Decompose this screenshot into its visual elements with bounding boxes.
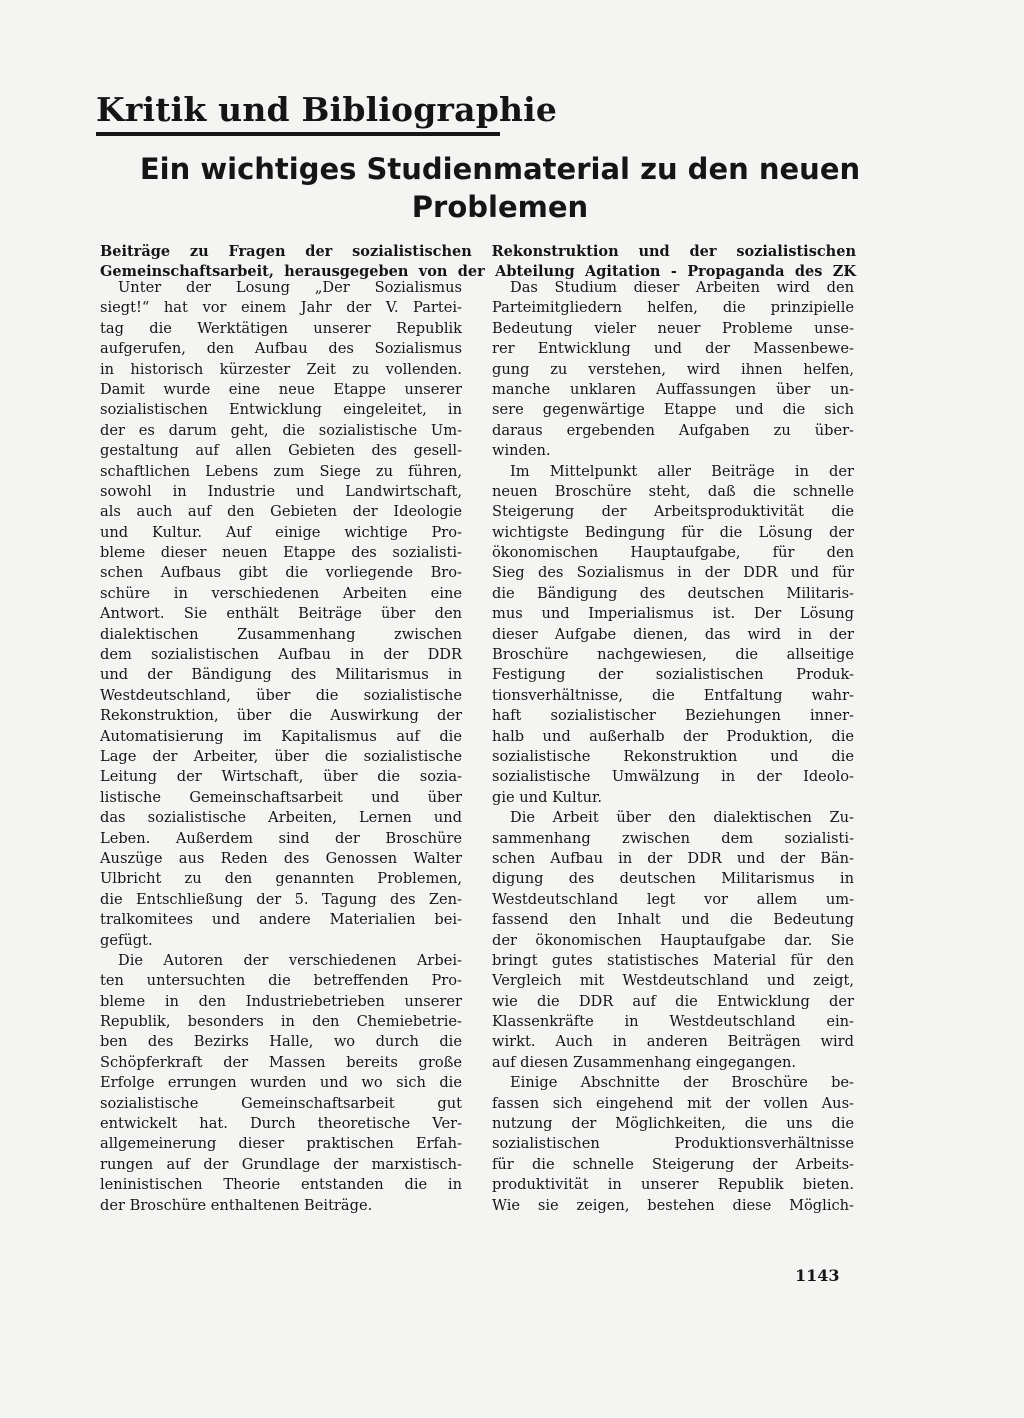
text-line: aufgerufen, den Aufbau des Sozialismus	[100, 340, 462, 358]
text-line: Unter der Losung „Der Sozialismus	[118, 279, 462, 296]
text-line: siegt!“ hat vor einem Jahr der V. Partei-	[100, 299, 462, 317]
text-line: rer Entwicklung und der Massenbewe-	[492, 340, 854, 358]
text-line: Automatisierung im Kapitalismus auf die	[100, 727, 462, 745]
text-line: tag die Werktätigen unserer Republik	[100, 319, 462, 337]
text-line: dieser Aufgabe dienen, das wird in der	[492, 625, 854, 643]
text-line: dem sozialistischen Aufbau in der DDR	[100, 646, 462, 664]
article-subtitle	[100, 240, 856, 281]
text-line: daraus ergebenden Aufgaben zu über-	[492, 421, 854, 439]
text-line: mus und Imperialismus ist. Der Lösung	[492, 605, 854, 623]
text-line: allgemeinerung dieser praktischen Erfah-	[100, 1135, 462, 1153]
text-line: gung zu verstehen, wird ihnen helfen,	[492, 360, 854, 378]
text-line: tionsverhältnisse, die Entfaltung wahr-	[492, 686, 854, 704]
text-line: ökonomischen Hauptaufgabe, für den	[492, 544, 854, 562]
text-line: der es darum geht, die sozialistische Um-	[100, 421, 462, 439]
text-line: Parteimitgliedern helfen, die prinzipielle	[492, 299, 854, 317]
text-line: Im Mittelpunkt aller Beiträge in der	[510, 462, 854, 480]
text-line: sammenhang zwischen dem sozialisti-	[492, 829, 854, 847]
text-line: die Entschließung der 5. Tagung des Zen-	[100, 890, 462, 908]
text-line: als auch auf den Gebieten der Ideologie	[100, 503, 462, 521]
text-line: sowohl in Industrie und Landwirtschaft,	[100, 482, 462, 500]
text-line: Antwort. Sie enthält Beiträge über den	[100, 605, 462, 623]
section-heading-underline	[96, 132, 500, 136]
text-line: schaftlichen Lebens zum Siege zu führen,	[100, 462, 462, 480]
text-line: Bedeutung vieler neuer Probleme unse-	[492, 319, 854, 337]
text-line: rungen auf der Grundlage der marxistisch-	[100, 1155, 462, 1173]
text-line: Damit wurde eine neue Etappe unserer	[100, 380, 462, 398]
text-line: sozialistische Rekonstruktion und die	[492, 747, 854, 765]
text-line: Leitung der Wirtschaft, über die sozia-	[100, 768, 462, 786]
text-line: halb und außerhalb der Produktion, die	[492, 727, 854, 745]
text-line: Festigung der sozialistischen Produk-	[492, 666, 854, 684]
text-line: sozialistischen Entwicklung eingeleitet, in	[100, 401, 462, 419]
text-line: haft sozialistischer Beziehungen inner-	[492, 707, 854, 725]
text-line: Lage der Arbeiter, über die sozialistische	[100, 747, 462, 765]
text-line: Auszüge aus Reden des Genossen Walter	[100, 849, 462, 867]
text-line: die Bändigung des deutschen Militaris-	[492, 584, 854, 602]
text-line: ten untersuchten die betreffenden Pro-	[100, 972, 462, 990]
text-line: nutzung der Möglichkeiten, die uns die	[492, 1115, 854, 1133]
text-line: tralkomitees und andere Materialien bei-	[100, 911, 462, 929]
text-line: Sieg des Sozialismus in der DDR und für	[492, 564, 854, 582]
text-line: entwickelt hat. Durch theoretische Ver-	[100, 1115, 462, 1133]
text-line: bleme in den Industriebetrieben unserer	[100, 992, 462, 1010]
article-title: Ein wichtiges Studienmaterial zu den neuen Problemen	[139, 152, 861, 224]
right-text-column	[492, 278, 854, 1216]
text-line: Ulbricht zu den genannten Problemen,	[100, 870, 462, 888]
text-line: leninistischen Theorie entstanden die in	[100, 1176, 462, 1194]
text-line: wichtigste Bedingung für die Lösung der	[492, 523, 854, 541]
text-line: digung des deutschen Militarismus in	[492, 870, 854, 888]
text-line: Westdeutschland legt vor allem um-	[492, 890, 854, 908]
text-line: Westdeutschland, über die sozialistische	[100, 686, 462, 704]
text-line: wirkt. Auch in anderen Beiträgen wird	[492, 1033, 854, 1051]
text-line: gie und Kultur.	[492, 788, 602, 806]
text-line: Klassenkräfte in Westdeutschland ein-	[492, 1013, 854, 1031]
text-line: produktivität in unserer Republik bieten.	[492, 1176, 854, 1194]
text-line: Einige Abschnitte der Broschüre be-	[510, 1074, 854, 1092]
text-line: winden.	[492, 442, 551, 460]
text-line: Die Arbeit über den dialektischen Zu-	[510, 809, 854, 827]
text-line: fassen sich eingehend mit der vollen Aus-	[492, 1094, 854, 1112]
text-line: in historisch kürzester Zeit zu vollenden.	[100, 360, 462, 378]
text-line: schen Aufbaus gibt die vorliegende Bro-	[100, 564, 462, 582]
text-line: fassend den Inhalt und die Bedeutung	[492, 911, 854, 929]
text-line: sere gegenwärtige Etappe und die sich	[492, 401, 854, 419]
page-number: 1143	[795, 1266, 840, 1285]
text-line: bringt gutes statistisches Material für den	[492, 951, 854, 969]
text-line: Rekonstruktion, über die Auswirkung der	[100, 707, 462, 725]
text-line: dialektischen Zusammenhang zwischen	[100, 625, 462, 643]
text-line: Vergleich mit Westdeutschland und zeigt,	[492, 972, 854, 990]
text-line: sozialistische Gemeinschaftsarbeit gut	[100, 1094, 462, 1112]
text-line: für die schnelle Steigerung der Arbeits-	[492, 1155, 854, 1173]
text-line: gefügt.	[100, 931, 153, 949]
text-line: schüre in verschiedenen Arbeiten eine	[100, 584, 462, 602]
text-line: manche unklaren Auffassungen über un-	[492, 380, 854, 398]
text-line: bleme dieser neuen Etappe des sozialisti-	[100, 544, 462, 562]
text-line: das sozialistische Arbeiten, Lernen und	[100, 809, 462, 827]
text-line: Broschüre nachgewiesen, die allseitige	[492, 646, 854, 664]
text-line: neuen Broschüre steht, daß die schnelle	[492, 482, 854, 500]
subtitle-line: Beiträge zu Fragen der sozialistischen Rekonstruktion und der sozialistischen	[100, 243, 856, 260]
text-line: gestaltung auf allen Gebieten des gesell-	[100, 442, 462, 460]
text-line: auf diesen Zusammenhang eingegangen.	[492, 1053, 797, 1071]
text-line: Schöpferkraft der Massen bereits große	[100, 1053, 462, 1071]
text-line: Die Autoren der verschiedenen Arbei-	[118, 951, 462, 969]
text-line: Erfolge errungen wurden und wo sich die	[100, 1074, 462, 1092]
text-line: Das Studium dieser Arbeiten wird den	[510, 279, 854, 296]
text-line: sozialistische Umwälzung in der Ideolo-	[492, 768, 854, 786]
text-line: Steigerung der Arbeitsproduktivität die	[492, 503, 854, 521]
text-line: Wie sie zeigen, bestehen diese Möglich-	[492, 1196, 854, 1214]
text-line: sozialistischen Produktionsverhältnisse	[492, 1135, 854, 1153]
subtitle-line: Gemeinschaftsarbeit, herausgegeben von der Abteilung Agitation - Propaganda des ZK	[100, 263, 856, 281]
section-heading: Kritik und Bibliographie	[96, 90, 558, 129]
text-line: Republik, besonders in den Chemiebetrie-	[100, 1013, 462, 1031]
text-line: wie die DDR auf die Entwicklung der	[492, 992, 854, 1010]
text-line: listische Gemeinschaftsarbeit und über	[100, 788, 462, 806]
text-line: und Kultur. Auf einige wichtige Pro-	[100, 523, 462, 541]
left-text-column	[100, 278, 462, 1216]
text-line: und der Bändigung des Militarismus in	[100, 666, 462, 684]
text-line: ben des Bezirks Halle, wo durch die	[100, 1033, 462, 1051]
text-line: der Broschüre enthaltenen Beiträge.	[100, 1196, 373, 1214]
text-line: Leben. Außerdem sind der Broschüre	[100, 829, 462, 847]
text-line: schen Aufbau in der DDR und der Bän-	[492, 849, 854, 867]
text-line: der ökonomischen Hauptaufgabe dar. Sie	[492, 931, 854, 949]
